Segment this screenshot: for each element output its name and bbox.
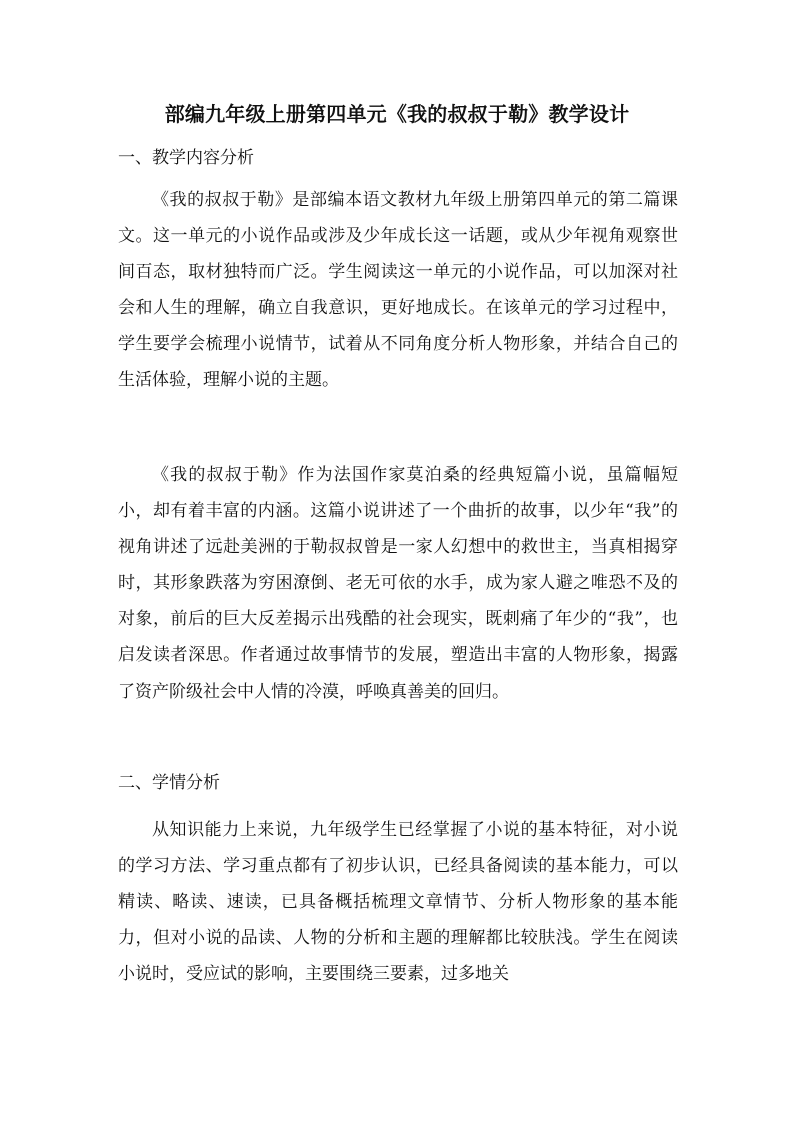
paragraph-content-analysis-1: 《我的叔叔于勒》是部编本语文教材九年级上册第四单元的第二篇课文。这一单元的小说作品或涉及少年成长这一话题，或从少年视角观察世间百态，取材独特而广泛。学生阅读这一单元的小说作品，可以加深对社会和人生的理解，确立自我意识，更好地成长。在该单元的学习过程中，学生要学会梳理小说情节，试着从不同角度分析人物形象，并结合自己的生活体验，理解小说的主题。 <box>118 190 678 391</box>
document-title: 部编九年级上册第四单元《我的叔叔于勒》教学设计 <box>164 102 630 126</box>
paragraph-learner-analysis-1: 从知识能力上来说，九年级学生已经掌握了小说的基本特征，对小说的学习方法、学习重点都有了初步认识，已经具备阅读的基本能力，可以精读、略读、速读，已具备概括梳理文章情节、分析人物形象的基本能力，但对小说的品读、人物的分析和主题的理解都比较肤浅。学生在阅读小说时，受应试的影响，主要围绕三要素，过多地关 <box>118 820 678 985</box>
section-heading-content-analysis: 一、教学内容分析 <box>118 148 254 168</box>
paragraph-content-analysis-2: 《我的叔叔于勒》作为法国作家莫泊桑的经典短篇小说，虽篇幅短小，却有着丰富的内涵。这篇小说讲述了一个曲折的故事，以少年“我”的视角讲述了远赴美洲的于勒叔叔曾是一家人幻想中的救世主，当真相揭穿时，其形象跌落为穷困潦倒、老无可依的水手，成为家人避之唯恐不及的对象，前后的巨大反差揭示出残酷的社会现实，既刺痛了年少的“我”，也启发读者深思。作者通过故事情节的发展，塑造出丰富的人物形象，揭露了资产阶级社会中人情的冷漠，呼唤真善美的回归。 <box>118 465 678 702</box>
section-heading-learner-analysis: 二、学情分析 <box>118 773 220 793</box>
